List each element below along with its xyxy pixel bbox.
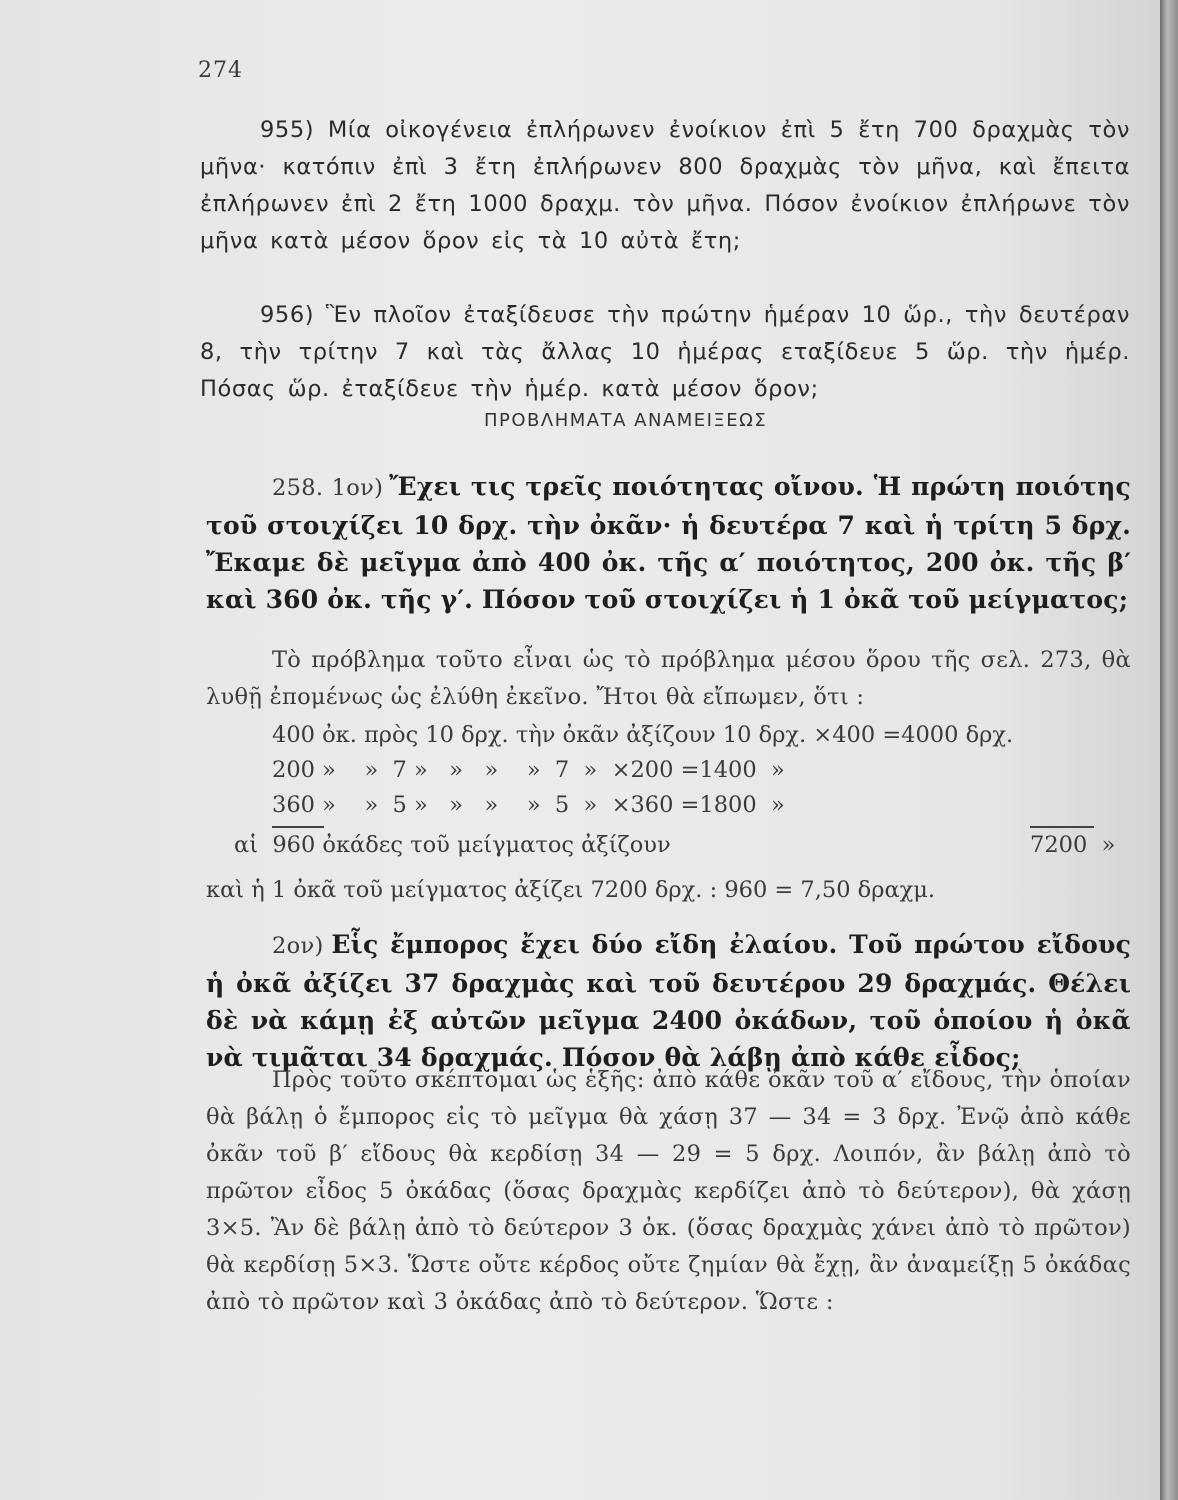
example-1-statement xyxy=(206,468,1131,618)
example-2-text: Εἷς ἔμπορος ἔχει δύο εἴδη ἐλαίου. Τοῦ πρώτου εἴδους ἡ ὀκᾶ ἀξίζει 37 δραχμὰς καὶ τοῦ δευτέρου 29 δραχμάς. Θέλει δὲ νὰ κάμῃ ἐξ αὐτῶν μεῖγμα 2400 ὀκάδων, τοῦ ὁποίου ἡ ὀκᾶ νὰ τιμᾶται 34 δραχμάς. Πόσον θὰ λάβῃ ἀπὸ κάθε εἶδος; xyxy=(206,930,1131,1072)
calc-row-1: 400 ὀκ. πρὸς 10 δρχ. τὴν ὀκᾶν ἀξίζουν 10 δρχ. ×400 =4000 δρχ. xyxy=(272,722,1014,748)
example-2-statement xyxy=(206,926,1131,1076)
example-2-solution: Πρὸς τοῦτο σκέπτομαι ὡς ἑξῆς: ἀπὸ κάθε ὀκᾶν τοῦ α′ εἴδους, τὴν ὁποίαν θὰ βάλῃ ὁ ἔμπορος εἰς τὸ μεῖγμα θὰ χάσῃ 37 — 34 = 3 δρχ. Ἐνῷ ἀπὸ κάθε ὀκᾶν τοῦ β′ εἴδους θὰ κερδίσῃ 34 — 29 = 5 δρχ. Λοιπόν, ἂν βάλῃ ἀπὸ τὸ πρῶτον εἶδος 5 ὀκάδας (ὅσας δραχμὰς κερδίζει ἀπὸ τὸ δεύτερον), θὰ χάσῃ 3×5. Ἂν δὲ βάλῃ ἀπὸ τὸ δεύτερον 3 ὀκ. (ὅσας δραχμὰς χάνει ἀπὸ τὸ πρῶτον) θὰ κερδίσῃ 5×3. Ὥστε οὔτε κέρδος οὔτε ζημίαν θὰ ἔχῃ, ἂν ἀναμείξῃ 5 ὀκάδας ἀπὸ τὸ πρῶτον καὶ 3 ὀκάδας ἀπὸ τὸ δεύτερον. Ὥστε : xyxy=(206,1067,1131,1315)
example-1-label: 258. 1ον) xyxy=(272,475,384,501)
sum-rule-right xyxy=(1030,826,1094,828)
book-spine-edge xyxy=(1160,0,1178,1500)
calc-total-label: αἱ 960 ὀκάδες τοῦ μείγματος ἀξίζουν xyxy=(234,832,671,858)
calc-row-2: 200 » » 7 » » » » 7 » ×200 =1400 » xyxy=(272,757,785,783)
example-1-text: Ἔχει τις τρεῖς ποιότητας οἴνου. Ἡ πρώτη ποιότης τοῦ στοιχίζει 10 δρχ. τὴν ὀκᾶν· ἡ δευτέρα 7 καὶ ἡ τρίτη 5 δρχ. Ἔκαμε δὲ μεῖγμα ἀπὸ 400 ὀκ. τῆς α′ ποιότητος, 200 ὀκ. τῆς β′ καὶ 360 ὀκ. τῆς γ′. Πόσον τοῦ στοιχίζει ἡ 1 ὀκᾶ τοῦ μείγματος; xyxy=(206,472,1131,614)
calc-total-value: 7200 » xyxy=(1030,832,1116,858)
calc-row-3: 360 » » 5 » » » » 5 » ×360 =1800 » xyxy=(272,792,785,818)
page-number: 274 xyxy=(198,58,243,83)
calc-conclusion: καὶ ἡ 1 ὀκᾶ τοῦ μείγματος ἀξίζει 7200 δρχ. : 960 = 7,50 δραχμ. xyxy=(206,877,936,903)
problem-955: 955) Μία οἰκογένεια ἐπλήρωνεν ἐνοίκιον ἐπὶ 5 ἔτη 700 δραχμὰς τὸν μῆνα· κατόπιν ἐπὶ 3 ἔτη ἐπλήρωνεν 800 δραχμὰς τὸν μῆνα, καὶ ἔπειτα ἐπλήρωνεν ἐπὶ 2 ἔτη 1000 δραχμ. τὸν μῆνα. Πόσον ἐνοίκιον ἐπλήρωνε τὸν μῆνα κατὰ μέσον ὅρον εἰς τὰ 10 αὐτὰ ἔτη; xyxy=(200,117,1130,254)
problem-956: 956) Ἓν πλοῖον ἐταξίδευσε τὴν πρώτην ἡμέραν 10 ὥρ., τὴν δευτέραν 8, τὴν τρίτην 7 καὶ τὰς ἄλλας 10 ἡμέρας εταξίδευε 5 ὥρ. τὴν ἡμέρ. Πόσας ὥρ. ἐταξίδευε τὴν ἡμέρ. κατὰ μέσον ὅρον; xyxy=(200,302,1130,402)
example-1-solution-intro: Τὸ πρόβλημα τοῦτο εἶναι ὡς τὸ πρόβλημα μέσου ὅρου τῆς σελ. 273, θὰ λυθῇ ἐπομένως ὡς ἐλύθη ἐκεῖνο. Ἤτοι θὰ εἴπωμεν, ὅτι : xyxy=(206,647,1131,710)
section-heading: ΠΡΟΒΛΗΜΑΤΑ ΑΝΑΜΕΙΞΕΩΣ xyxy=(484,410,768,431)
example-2-label: 2ον) xyxy=(272,933,324,959)
sum-rule-left xyxy=(272,826,324,828)
